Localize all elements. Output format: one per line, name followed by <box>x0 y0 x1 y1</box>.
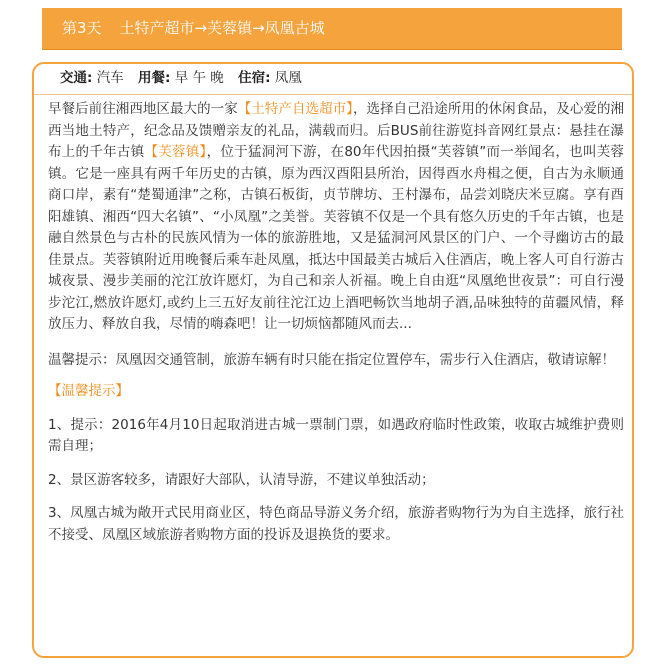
tip-item: 1、提示：2016年4月10日起取消进古城一票制门票，如遇政府临时性政策，收取古城维护费则需自理； <box>48 416 624 454</box>
highlight-supermarket: 【土特产自选超市】 <box>237 101 353 117</box>
tip-item: 3、凤凰古城为敞开式民用商业区，特色商品导游义务介绍，旅游者购物行为为自主选择，旅行社不接受、凤凰区域旅游者购物方面的投诉及退换货的要求。 <box>48 505 624 543</box>
description-text: ，选择自己沿途所用的休闲食品，及心爱的湘西当地土特产，纪念品及馈赠亲友的礼品，满载而归。后BUS前往游览抖音网红景点：悬挂在瀑布上的千年古镇 <box>48 101 625 160</box>
itinerary-card <box>32 62 634 658</box>
meals-label: 用餐: <box>138 70 171 86</box>
transport-label: 交通: <box>60 70 93 86</box>
day-header-bar <box>42 8 622 50</box>
description-text: ，位于猛洞河下游，在80年代因拍摄“芙蓉镇”而一举闻名，也叫芙蓉镇。它是一座具有两千年历史的古镇，原为西汉酉阳县所治，因得酉水舟楫之便，自古为永顺通商口岸，素有“楚蜀通津”之称，古镇石板街，贞节牌坊、王村瀑布，品尝刘晓庆米豆腐。享有酉阳雄镇、湘西“四大名镇”、“小凤凰”之美誉。芙蓉镇不仅是一个具有悠久历史的千年古镇，也是融自然景色与古朴的民族风情为一体的旅游胜地，又是猛洞河风景区的门户、一个寻幽访古的最佳景点。芙蓉镇附近用晚餐后乘车赴凤凰，抵达中国最美古城后入住酒店，晚上客人可自行游古城夜景、漫步美丽的沱江放许愿灯，为自己和亲人祈福。晚上自由逛“凤凰绝世夜景”：可自行漫步沱江,燃放许愿灯,或约上三五好友前往沱江边上酒吧畅饮当地胡子酒,品味独特的苗疆风情，释放压力、释放自我，尽情的嗨森吧！让一切烦恼都随风而去... <box>48 144 625 332</box>
lodging-label: 住宿: <box>238 70 271 86</box>
transport-value: 汽车 <box>96 70 124 86</box>
day-number: 第3天 <box>62 19 102 37</box>
day-route: 土特产超市→芙蓉镇→凤凰古城 <box>119 19 325 37</box>
lodging-value: 凤凰 <box>274 70 302 86</box>
spacer <box>48 403 624 415</box>
spacer <box>48 491 624 503</box>
tips-title: 【温馨提示】 <box>48 383 129 399</box>
spacer <box>48 458 624 470</box>
spacer <box>48 336 624 350</box>
tip-item: 2、景区游客较多，请跟好大部队，认清导游，不建议单独活动； <box>48 471 435 488</box>
itinerary-description <box>48 99 624 336</box>
itinerary-content <box>34 95 632 546</box>
notice-text: 温馨提示：凤凰因交通管制，旅游车辆有时只能在指定位置停车，需步行入住酒店，敬请谅解！ <box>48 351 615 368</box>
highlight-furong-town: 【芙蓉镇】 <box>144 144 207 160</box>
meals-value: 早 午 晚 <box>174 70 224 86</box>
description-text: 早餐后前往湘西地区最大的一家 <box>48 101 238 117</box>
trip-meta-row <box>34 64 632 95</box>
